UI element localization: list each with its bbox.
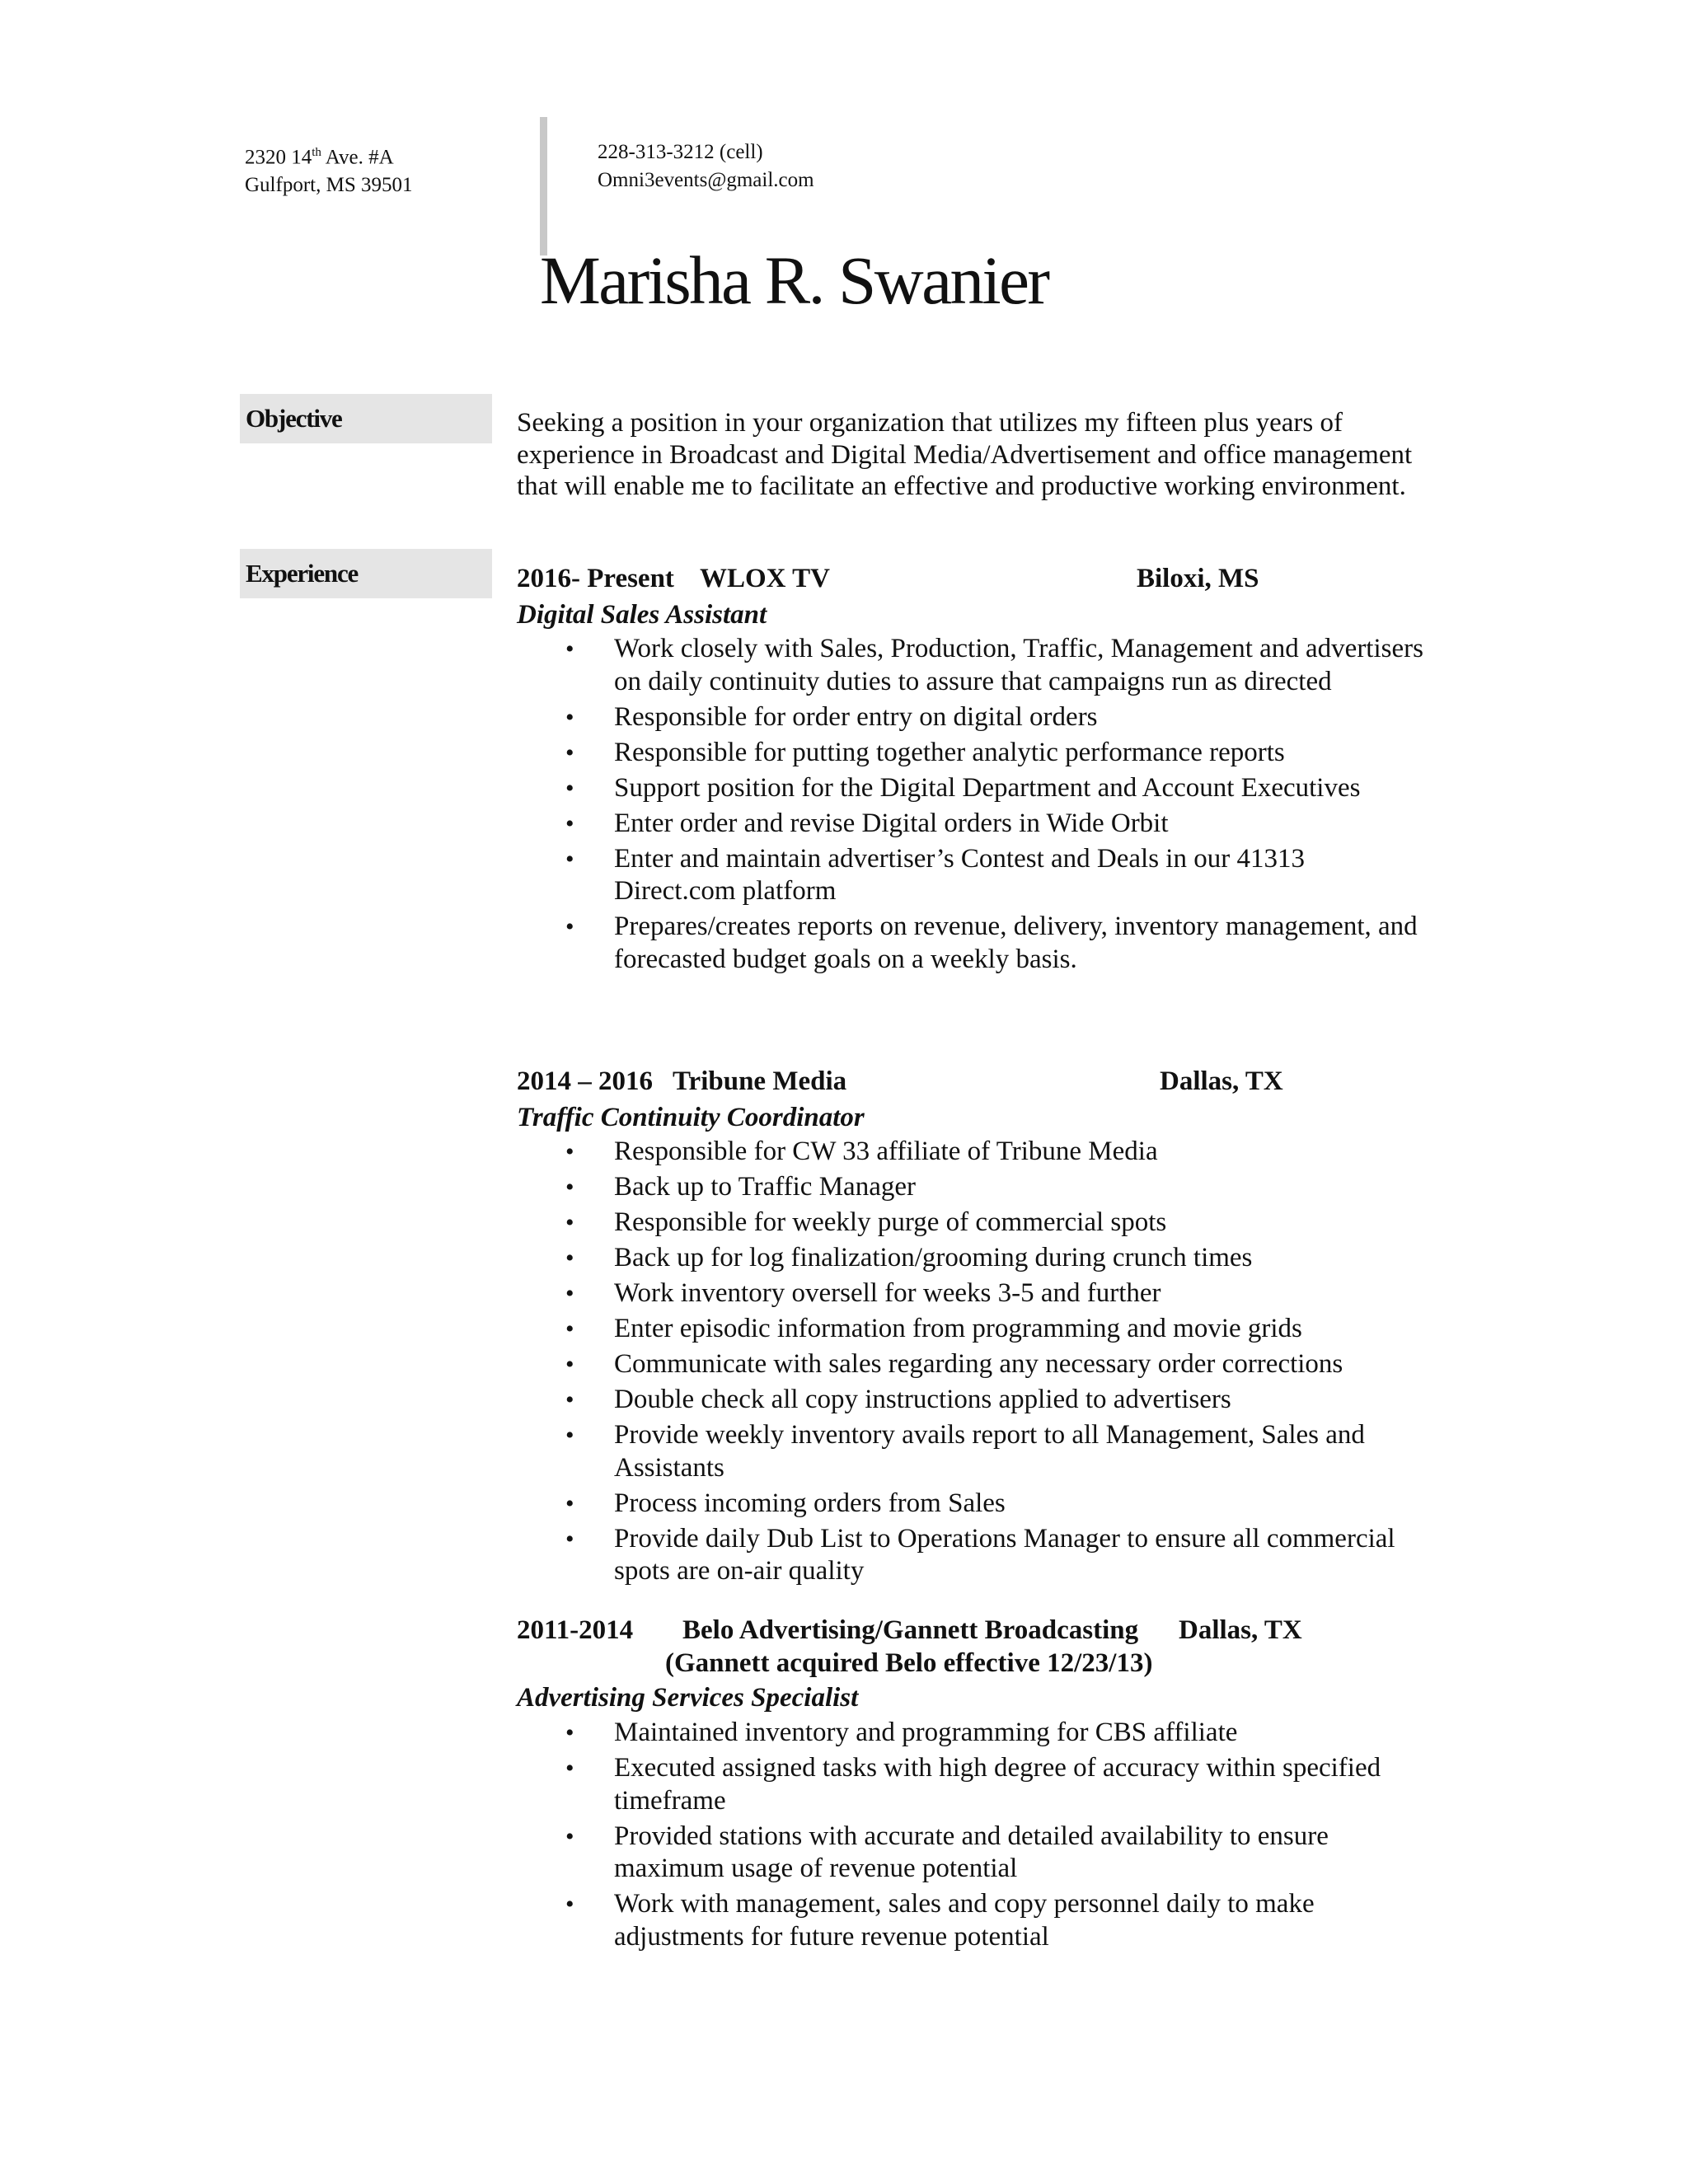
job-company: Tribune Media [673,1066,847,1096]
duty-list [517,1717,1432,1953]
experience-label: Experience [240,549,492,598]
duty-list [517,633,1432,976]
objective-label: Objective [240,394,492,443]
duty-item: • Process incoming orders from Sales [517,1488,1432,1521]
duty-item: • Provide weekly inventory avails report to all Management, Sales and Assistants [565,1420,1365,1483]
bullet-icon: • [565,1280,574,1307]
email-address: Omni3events@gmail.com [598,169,814,191]
header-divider [540,117,547,255]
duty-item: • Work with management, sales and copy personnel daily to make adjustments for future revenue potential [565,1889,1315,1952]
job-dates: 2011-2014 [517,1615,634,1645]
duty-item: • Work inventory oversell for weeks 3-5 and further [517,1277,1432,1310]
job-note: (Gannett acquired Belo effective 12/23/13) [665,1648,1153,1678]
bullet-icon: • [565,635,574,663]
bullet-icon: • [565,1174,574,1201]
duty-item: • Provided stations with accurate and detailed availability to ensure maximum usage of revenue potential [565,1821,1329,1883]
duty-item: • Double check all copy instructions applied to advertisers [517,1384,1432,1417]
job-company: Belo Advertising/Gannett Broadcasting [682,1615,1139,1645]
bullet-icon: • [565,1422,574,1449]
duty-item: • Support position for the Digital Department and Account Executives [517,772,1432,805]
duty-item: • Enter order and revise Digital orders in Wide Orbit [517,808,1432,841]
bullet-icon: • [565,1138,574,1165]
job-title: Digital Sales Assistant [517,600,767,630]
bullet-icon: • [565,1351,574,1378]
bullet-icon: • [565,1822,574,1850]
duty-item: • Communicate with sales regarding any necessary order corrections [517,1348,1432,1381]
bullet-icon: • [565,1891,574,1918]
bullet-icon: • [565,703,574,731]
duty-item: • Back up for log finalization/grooming during crunch times [517,1242,1432,1275]
phone-number: 228-313-3212 (cell) [598,141,763,163]
job-company: WLOX TV [700,564,831,593]
bullet-icon: • [565,1525,574,1553]
job-title: Traffic Continuity Coordinator [517,1103,865,1132]
bullet-icon: • [565,1315,574,1343]
contact-block [598,138,814,194]
bullet-icon: • [565,1386,574,1413]
duty-item: • Responsible for CW 33 affiliate of Tribune Media [517,1136,1432,1169]
duty-item: • Maintained inventory and programming for CBS affiliate [517,1717,1432,1750]
job-header [517,560,1432,597]
duty-item: • Responsible for weekly purge of commercial spots [517,1207,1432,1240]
address-line-2: Gulfport, MS 39501 [245,174,413,197]
duty-item: • Executed assigned tasks with high degree of accuracy within specified timeframe [565,1753,1381,1816]
duty-item: • Back up to Traffic Manager [517,1171,1432,1204]
job-header [517,1614,1432,1647]
job-entry [517,560,1432,979]
bullet-icon: • [565,1209,574,1236]
job-header [517,1063,1432,1099]
bullet-icon: • [565,738,574,766]
candidate-name: Marisha R. Swanier [540,242,1048,318]
duty-item: • Provide daily Dub List to Operations Manager to ensure all commercial spots are on-air quality [565,1523,1395,1586]
job-entry [517,1614,1432,1957]
duty-item: • Responsible for order entry on digital orders [517,701,1432,734]
bullet-icon: • [565,845,574,873]
job-dates: 2016- Present [517,564,674,593]
job-location: Dallas, TX [1179,1615,1302,1645]
bullet-icon: • [565,1755,574,1782]
job-title: Advertising Services Specialist [517,1683,859,1713]
bullet-icon: • [565,774,574,802]
duty-item: • Work closely with Sales, Production, Traffic, Management and advertisers on daily continuity duties to assure that campaigns run as directed [565,634,1423,696]
duty-item: • Prepares/creates reports on revenue, delivery, inventory management, and forecasted budget goals on a weekly basis. [565,912,1418,974]
job-entry [517,1063,1432,1591]
bullet-icon: • [565,809,574,837]
bullet-icon: • [565,1489,574,1517]
bullet-icon: • [565,913,574,940]
bullet-icon: • [565,1719,574,1746]
job-dates: 2014 – 2016 [517,1066,653,1096]
bullet-icon: • [565,1244,574,1272]
address-line-1: 2320 14th Ave. #A [245,146,394,169]
job-location: Biloxi, MS [1137,564,1259,593]
duty-list [517,1136,1432,1588]
duty-item: • Responsible for putting together analytic performance reports [517,737,1432,770]
duty-item: • Enter episodic information from programming and movie grids [517,1313,1432,1346]
objective-text: Seeking a position in your organization that utilizes my fifteen plus years of experience in Broadcast and Digital Media/Advertisement and office management that will enable me to facilitate an effective and productive working environment. [517,408,1413,501]
address-block [245,138,412,199]
duty-item: • Enter and maintain advertiser’s Contest and Deals in our 41313 Direct.com platform [565,843,1305,906]
job-location: Dallas, TX [1160,1066,1283,1096]
